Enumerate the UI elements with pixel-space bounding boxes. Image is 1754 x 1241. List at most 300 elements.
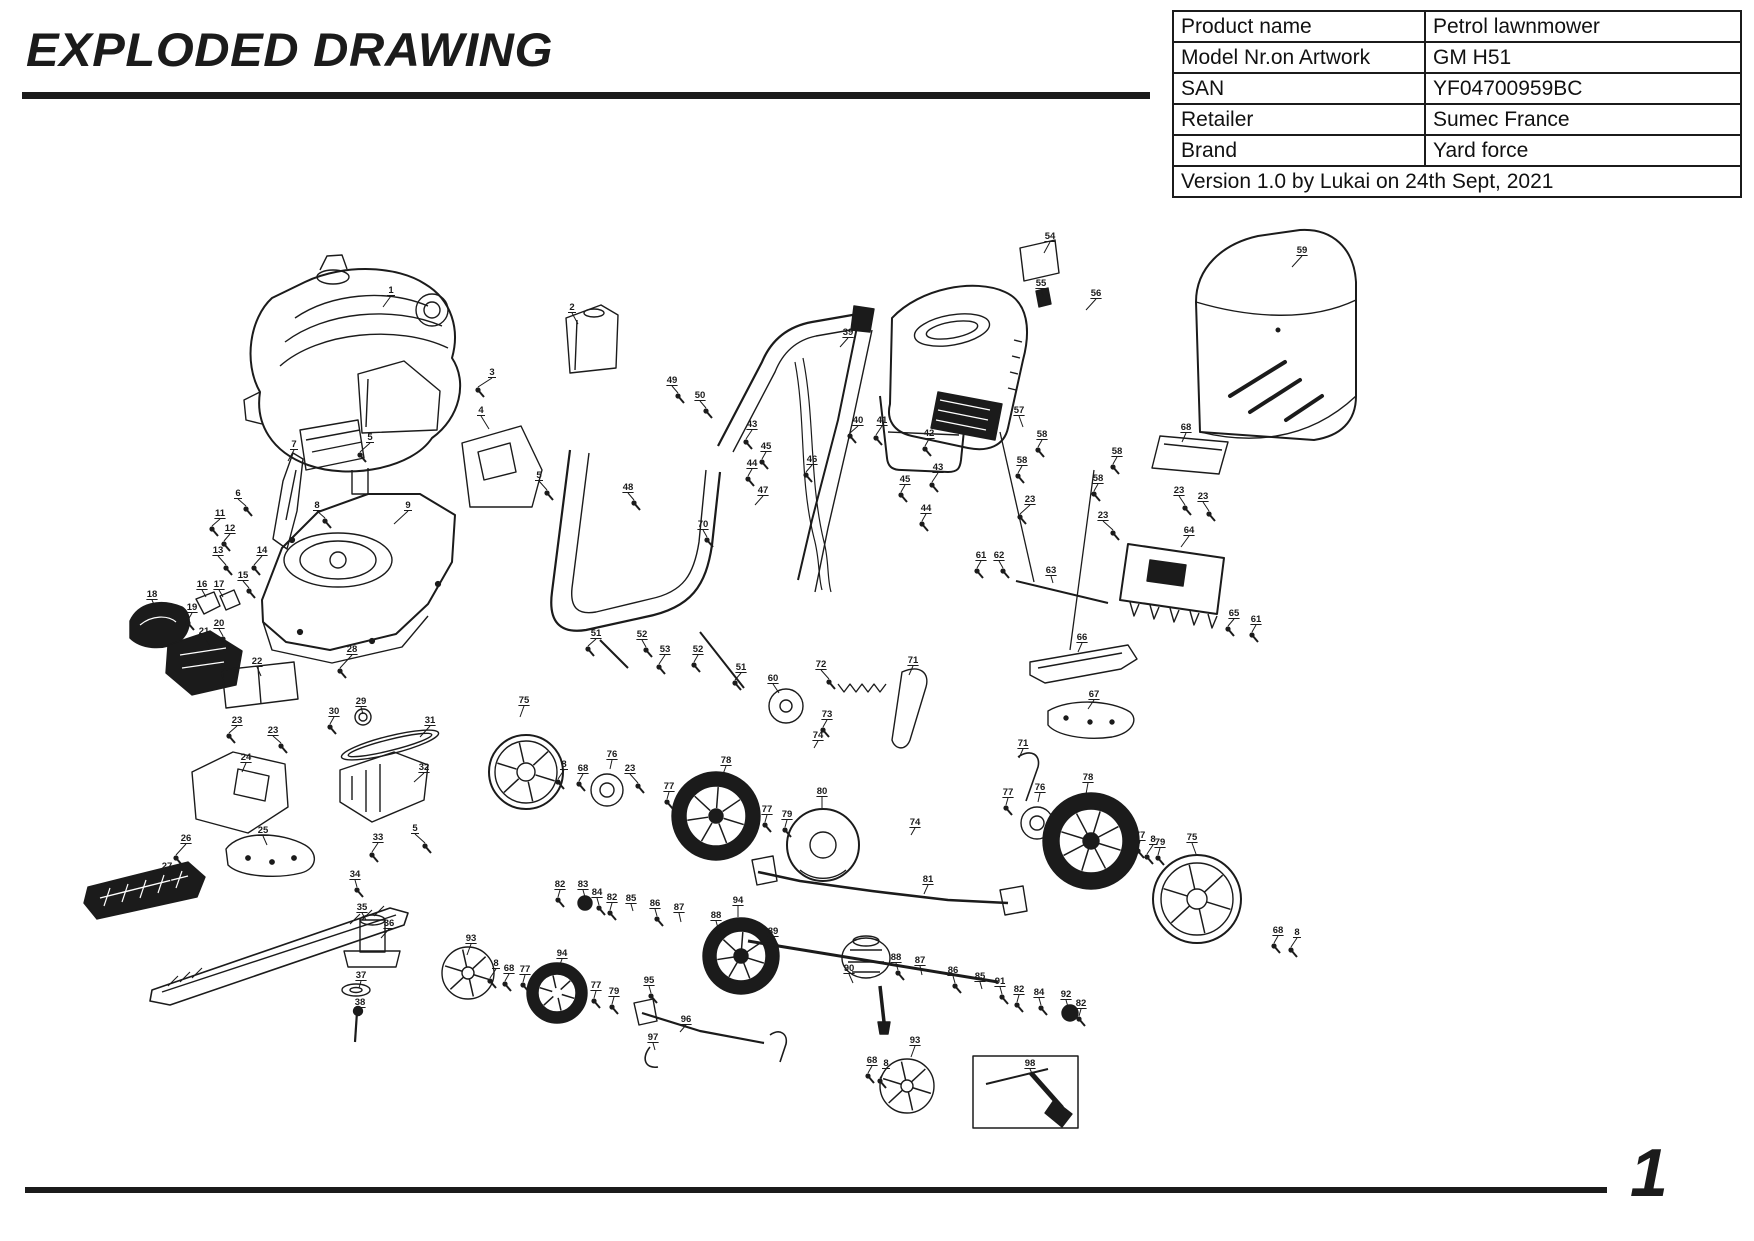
- version-cell: Version 1.0 by Lukai on 24th Sept, 2021: [1173, 166, 1741, 197]
- part-label-68: [502, 963, 514, 991]
- svg-text:82: 82: [554, 879, 566, 890]
- part-label-3: [475, 367, 496, 397]
- svg-text:36: 36: [383, 918, 395, 929]
- part-label-91: [994, 976, 1008, 1004]
- part-label-92: [1060, 989, 1071, 1007]
- part-label-8: [487, 958, 500, 988]
- part-label-42: [922, 428, 934, 456]
- svg-text:14: 14: [256, 545, 268, 556]
- svg-text:64: 64: [1183, 525, 1195, 536]
- part-label-85: [625, 893, 637, 911]
- svg-text:51: 51: [735, 662, 747, 673]
- page-title: EXPLODED DRAWING: [26, 23, 554, 76]
- part-label-44: [745, 458, 758, 486]
- part-label-43: [743, 419, 757, 449]
- part-shape: [798, 322, 858, 580]
- part-shape: [551, 450, 720, 631]
- part-shape: [306, 430, 360, 440]
- svg-text:34: 34: [349, 869, 361, 880]
- part-shape: [234, 769, 269, 801]
- svg-text:97: 97: [647, 1032, 659, 1043]
- svg-text:8: 8: [883, 1058, 889, 1069]
- svg-text:37: 37: [355, 970, 367, 981]
- part-label-58: [1015, 455, 1027, 483]
- svg-text:20: 20: [213, 618, 225, 629]
- svg-text:18: 18: [146, 589, 158, 600]
- part-label-52: [691, 644, 703, 672]
- part-label-78: [1082, 772, 1093, 794]
- part-label-23: [1197, 491, 1215, 521]
- part-shape: [878, 1022, 890, 1034]
- part-shape: [273, 453, 303, 549]
- part-shape: [424, 302, 440, 318]
- part-shape: [366, 379, 368, 427]
- svg-text:13: 13: [212, 545, 224, 556]
- info-label-cell: Product name: [1173, 11, 1425, 42]
- part-shape: [352, 764, 380, 812]
- part-shape: [462, 426, 542, 507]
- part-label-44: [919, 503, 932, 531]
- part-shape: [290, 538, 295, 543]
- part-label-9: [394, 500, 412, 524]
- part-shape: [780, 700, 792, 712]
- svg-text:24: 24: [240, 752, 252, 763]
- svg-text:23: 23: [1097, 510, 1109, 521]
- part-shape: [489, 735, 563, 809]
- part-label-11: [209, 508, 225, 536]
- svg-text:4: 4: [478, 405, 484, 416]
- svg-text:46: 46: [806, 454, 818, 465]
- part-shape: [892, 669, 927, 748]
- svg-text:85: 85: [974, 971, 986, 982]
- part-label-12: [221, 523, 235, 551]
- part-label-53: [656, 644, 670, 674]
- svg-text:6: 6: [235, 488, 241, 499]
- svg-text:96: 96: [680, 1014, 692, 1025]
- svg-text:89: 89: [767, 926, 779, 937]
- part-label-2: [568, 302, 578, 324]
- svg-text:8: 8: [314, 500, 320, 511]
- part-label-16: [196, 579, 207, 597]
- svg-text:72: 72: [815, 659, 827, 670]
- svg-text:48: 48: [622, 482, 634, 493]
- part-shape: [359, 713, 367, 721]
- svg-text:22: 22: [251, 656, 263, 667]
- part-shape: [358, 361, 440, 433]
- part-shape: [1286, 396, 1322, 420]
- part-label-61: [1249, 614, 1262, 642]
- part-shape: [262, 494, 455, 650]
- part-shape: [810, 832, 836, 858]
- svg-text:78: 78: [1082, 772, 1094, 783]
- svg-text:15: 15: [237, 570, 249, 581]
- svg-text:41: 41: [876, 415, 888, 426]
- part-label-84: [591, 887, 605, 915]
- svg-text:87: 87: [914, 955, 926, 966]
- svg-text:57: 57: [1013, 405, 1025, 416]
- part-shape: [634, 999, 657, 1025]
- part-label-66: [1076, 632, 1087, 652]
- part-shape: [1130, 602, 1217, 628]
- svg-text:93: 93: [465, 933, 477, 944]
- svg-text:1: 1: [388, 285, 394, 296]
- part-shape: [752, 856, 777, 885]
- part-shape: [1016, 581, 1108, 603]
- part-shape: [758, 872, 1008, 903]
- part-label-82: [554, 879, 565, 907]
- part-shape: [226, 835, 314, 876]
- svg-text:58: 58: [1092, 473, 1104, 484]
- part-label-86: [947, 965, 961, 993]
- part-label-39: [840, 327, 854, 347]
- part-label-48: [622, 482, 640, 510]
- part-label-4: [477, 405, 489, 429]
- part-shape: [497, 743, 554, 802]
- svg-text:83: 83: [577, 879, 589, 890]
- part-label-74: [812, 730, 824, 748]
- svg-text:58: 58: [1016, 455, 1028, 466]
- part-shape: [1083, 833, 1099, 849]
- part-shape: [578, 896, 592, 910]
- part-shape: [84, 862, 205, 919]
- part-label-65: [1225, 608, 1240, 636]
- part-shape: [312, 442, 362, 452]
- info-label-cell: Brand: [1173, 135, 1425, 166]
- part-label-83: [577, 879, 588, 897]
- svg-text:42: 42: [923, 428, 935, 439]
- part-shape: [292, 856, 296, 860]
- part-label-79: [1154, 837, 1165, 865]
- svg-text:23: 23: [1197, 491, 1209, 502]
- part-shape: [1008, 340, 1022, 390]
- svg-text:60: 60: [767, 673, 779, 684]
- part-shape: [192, 752, 288, 833]
- part-shape: [575, 320, 577, 370]
- svg-text:44: 44: [746, 458, 758, 469]
- part-shape: [1153, 855, 1241, 943]
- svg-text:33: 33: [372, 832, 384, 843]
- svg-text:19: 19: [186, 602, 198, 613]
- part-shape: [330, 552, 346, 568]
- part-shape: [1164, 865, 1231, 933]
- part-shape: [416, 294, 448, 326]
- part-label-75: [1186, 832, 1198, 854]
- part-shape: [838, 684, 886, 692]
- part-shape: [815, 330, 872, 592]
- part-shape: [733, 328, 862, 452]
- part-label-63: [1045, 565, 1056, 583]
- part-label-23: [1017, 494, 1035, 524]
- part-label-87: [673, 902, 684, 922]
- part-shape: [584, 309, 604, 317]
- svg-text:84: 84: [1033, 987, 1045, 998]
- part-shape: [1000, 886, 1027, 915]
- part-label-71: [1017, 738, 1029, 758]
- svg-text:74: 74: [812, 730, 824, 741]
- part-label-77: [1002, 787, 1013, 815]
- svg-text:65: 65: [1228, 608, 1240, 619]
- svg-text:68: 68: [577, 763, 589, 774]
- part-shape: [880, 986, 884, 1022]
- part-label-95: [643, 975, 657, 1003]
- info-label-cell: Model Nr.on Artwork: [1173, 42, 1425, 73]
- page-number: 1: [1630, 1135, 1668, 1211]
- svg-text:77: 77: [1002, 787, 1014, 798]
- part-shape: [1018, 753, 1039, 801]
- part-shape: [517, 763, 535, 781]
- svg-text:43: 43: [932, 462, 944, 473]
- svg-text:75: 75: [518, 695, 530, 706]
- svg-text:68: 68: [1272, 925, 1284, 936]
- svg-text:8: 8: [561, 759, 567, 770]
- svg-text:76: 76: [606, 749, 618, 760]
- svg-text:54: 54: [1044, 231, 1056, 242]
- part-label-94: [732, 895, 744, 917]
- svg-text:7: 7: [291, 439, 297, 450]
- svg-text:32: 32: [418, 762, 430, 773]
- svg-text:93: 93: [909, 1035, 921, 1046]
- part-shape: [912, 309, 992, 352]
- svg-text:85: 85: [625, 893, 637, 904]
- part-shape: [1152, 436, 1228, 474]
- svg-text:30: 30: [328, 706, 340, 717]
- part-label-75: [518, 695, 530, 717]
- svg-text:77: 77: [590, 980, 602, 991]
- svg-text:86: 86: [649, 898, 661, 909]
- info-value-cell: Sumec France: [1425, 104, 1741, 135]
- svg-text:70: 70: [697, 519, 709, 530]
- svg-text:95: 95: [643, 975, 655, 986]
- part-label-77: [761, 804, 772, 832]
- part-label-14: [251, 545, 268, 575]
- svg-text:68: 68: [866, 1055, 878, 1066]
- svg-text:23: 23: [624, 763, 636, 774]
- part-shape: [1196, 230, 1356, 440]
- part-label-15: [237, 570, 255, 598]
- part-label-64: [1181, 525, 1195, 547]
- svg-text:87: 87: [673, 902, 685, 913]
- part-label-25: [257, 825, 269, 845]
- part-shape: [342, 984, 370, 996]
- part-label-90: [843, 963, 854, 983]
- part-shape: [196, 592, 220, 614]
- info-label-cell: SAN: [1173, 73, 1425, 104]
- svg-text:50: 50: [694, 390, 706, 401]
- svg-text:8: 8: [1294, 927, 1300, 938]
- svg-text:86: 86: [947, 965, 959, 976]
- svg-text:12: 12: [224, 523, 236, 534]
- part-label-68: [576, 763, 588, 791]
- part-shape: [445, 950, 491, 997]
- svg-text:68: 68: [503, 963, 515, 974]
- svg-text:94: 94: [556, 948, 568, 959]
- part-shape: [1030, 816, 1044, 830]
- part-label-23: [226, 715, 242, 743]
- part-label-68: [1271, 925, 1283, 953]
- svg-text:56: 56: [1090, 288, 1102, 299]
- svg-text:82: 82: [1075, 998, 1087, 1009]
- part-shape: [1250, 380, 1300, 412]
- part-shape: [572, 453, 706, 613]
- part-label-50: [694, 390, 712, 418]
- part-label-87: [914, 955, 925, 975]
- part-shape: [442, 947, 494, 999]
- part-label-93: [465, 933, 476, 955]
- part-label-74: [909, 817, 921, 835]
- part-label-36: [381, 918, 395, 938]
- part-label-30: [327, 706, 339, 734]
- svg-text:52: 52: [692, 644, 704, 655]
- svg-text:47: 47: [757, 485, 769, 496]
- part-label-23: [1097, 510, 1119, 540]
- part-shape: [901, 1080, 913, 1092]
- part-shape: [538, 974, 576, 1012]
- part-shape: [1038, 653, 1122, 668]
- part-label-56: [1086, 288, 1102, 310]
- part-shape: [1064, 716, 1068, 720]
- svg-text:28: 28: [346, 644, 358, 655]
- svg-text:58: 58: [1036, 429, 1048, 440]
- svg-text:8: 8: [1150, 834, 1156, 845]
- footer-rule: [25, 1187, 1607, 1193]
- part-shape: [320, 255, 347, 270]
- part-shape: [925, 318, 979, 343]
- part-label-46: [803, 454, 817, 482]
- part-shape: [770, 1032, 786, 1062]
- part-label-85: [974, 971, 986, 989]
- part-label-77: [590, 980, 601, 1008]
- part-shape: [220, 590, 240, 610]
- part-shape: [495, 741, 557, 803]
- part-shape: [370, 639, 375, 644]
- part-shape: [478, 443, 516, 480]
- svg-text:79: 79: [608, 986, 620, 997]
- svg-text:77: 77: [1134, 830, 1146, 841]
- part-shape: [1045, 1100, 1072, 1127]
- svg-text:94: 94: [732, 895, 744, 906]
- part-shape: [1030, 645, 1137, 683]
- svg-text:68: 68: [1180, 422, 1192, 433]
- svg-text:78: 78: [720, 755, 732, 766]
- svg-text:79: 79: [781, 809, 793, 820]
- part-label-40: [847, 415, 863, 443]
- svg-text:11: 11: [214, 508, 226, 519]
- part-label-62: [993, 550, 1009, 578]
- part-shape: [769, 689, 803, 723]
- svg-text:76: 76: [1034, 782, 1046, 793]
- svg-text:31: 31: [424, 715, 436, 726]
- part-shape: [600, 783, 614, 797]
- info-label-cell: Retailer: [1173, 104, 1425, 135]
- svg-text:80: 80: [816, 786, 828, 797]
- svg-text:51: 51: [590, 628, 602, 639]
- part-label-49: [666, 375, 684, 403]
- svg-text:81: 81: [922, 874, 934, 885]
- svg-text:44: 44: [920, 503, 932, 514]
- part-label-93: [909, 1035, 920, 1057]
- part-shape: [1036, 288, 1051, 307]
- svg-text:77: 77: [663, 781, 675, 792]
- part-shape: [298, 630, 303, 635]
- part-shape: [300, 541, 376, 579]
- part-shape: [787, 809, 859, 881]
- svg-text:52: 52: [636, 629, 648, 640]
- part-shape: [340, 752, 428, 822]
- svg-text:61: 61: [975, 550, 987, 561]
- svg-text:92: 92: [1060, 989, 1072, 1000]
- part-shape: [1070, 470, 1094, 650]
- svg-text:62: 62: [993, 550, 1005, 561]
- svg-text:5: 5: [536, 470, 542, 481]
- part-shape: [566, 305, 618, 373]
- svg-text:45: 45: [760, 441, 772, 452]
- part-shape: [1020, 240, 1059, 281]
- part-shape: [355, 1012, 357, 1042]
- part-shape: [251, 269, 461, 471]
- svg-text:88: 88: [890, 952, 902, 963]
- svg-text:16: 16: [196, 579, 208, 590]
- part-shape: [355, 709, 371, 725]
- part-label-80: [816, 786, 827, 808]
- part-label-84: [1033, 987, 1047, 1015]
- part-label-45: [898, 474, 911, 502]
- svg-text:58: 58: [1111, 446, 1123, 457]
- part-shape: [645, 1047, 658, 1067]
- part-label-54: [1044, 231, 1056, 253]
- part-shape: [344, 951, 400, 967]
- part-label-33: [369, 832, 383, 862]
- part-label-79: [781, 809, 792, 837]
- part-shape: [436, 582, 441, 587]
- part-label-59: [1292, 245, 1308, 267]
- part-label-22: [251, 656, 262, 676]
- part-label-76: [1034, 782, 1045, 802]
- part-shape: [1230, 362, 1285, 396]
- svg-text:55: 55: [1035, 278, 1047, 289]
- part-shape: [1164, 444, 1222, 450]
- part-label-67: [1088, 689, 1100, 709]
- svg-text:49: 49: [666, 375, 678, 386]
- part-shape: [883, 1062, 931, 1111]
- part-shape: [270, 860, 274, 864]
- svg-text:40: 40: [852, 415, 864, 426]
- part-label-8: [1288, 927, 1301, 957]
- svg-text:45: 45: [899, 474, 911, 485]
- part-shape: [1161, 863, 1233, 935]
- part-label-58: [1110, 446, 1122, 474]
- part-shape: [709, 809, 723, 823]
- part-label-60: [767, 673, 779, 693]
- svg-text:98: 98: [1024, 1058, 1036, 1069]
- part-label-71: [907, 655, 919, 675]
- svg-text:66: 66: [1076, 632, 1088, 643]
- part-label-58: [1091, 473, 1103, 501]
- svg-text:74: 74: [909, 817, 921, 828]
- part-shape: [1276, 328, 1280, 332]
- part-label-45: [759, 441, 772, 469]
- part-shape: [300, 420, 364, 470]
- part-label-47: [755, 485, 769, 505]
- part-label-5: [411, 823, 431, 853]
- part-label-58: [1035, 429, 1047, 457]
- part-label-34: [349, 869, 363, 897]
- part-label-23: [1173, 485, 1191, 515]
- part-shape: [642, 1013, 764, 1043]
- svg-text:17: 17: [213, 579, 225, 590]
- part-shape: [280, 334, 448, 366]
- part-shape: [591, 774, 623, 806]
- svg-text:53: 53: [659, 644, 671, 655]
